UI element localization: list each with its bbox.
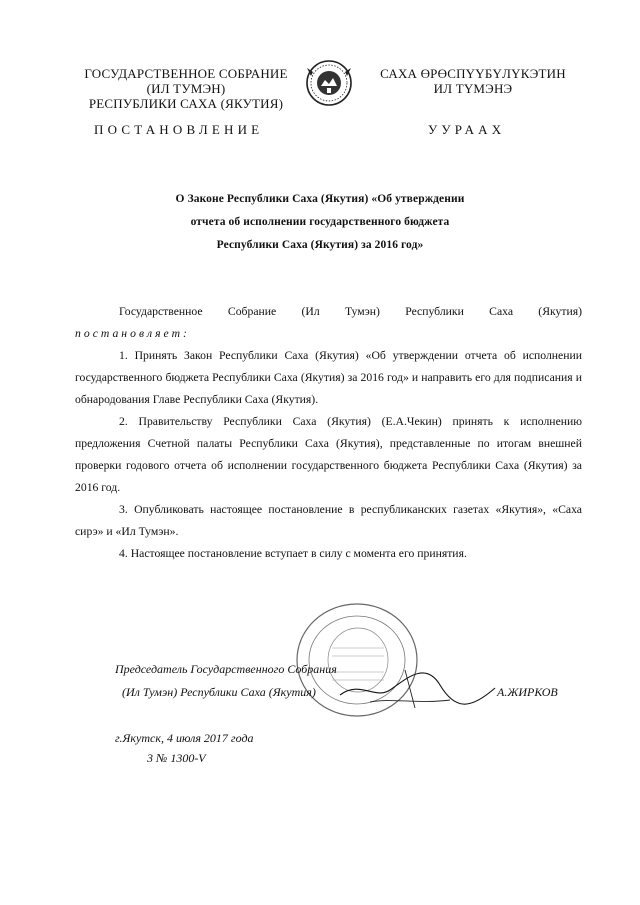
header-right-line1: САХА ӨРӨСПҮҮБҮЛҮКЭТИН — [380, 66, 566, 81]
intro-paragraph — [75, 301, 582, 323]
doc-type-right: УУРААХ — [428, 122, 506, 137]
item-3: 3. Опубликовать настоящее постановление в республиканских газетах «Якутия», «Саха сирэ» и «Ил Тумэн». — [75, 503, 582, 538]
item-4: 4. Настоящее постановление вступает в силу с момента его принятия. — [119, 547, 467, 560]
signatory-title-line2: (Ил Тумэн) Республики Саха (Якутия) — [122, 685, 316, 699]
title-line2: отчета об исполнении государственного бюджета — [190, 216, 450, 228]
header-right-line2: ИЛ ТҮМЭНЭ — [433, 81, 513, 96]
decree-word: постановляет: — [75, 327, 190, 340]
item-2: 2. Правительству Республики Саха (Якутия) (Е.А.Чекин) принять к исполнению предложения Счетной палаты Республики Саха (Якутия), представленные по итогам внешней проверки годового отчета об исполнении государственного бюджета Республики Саха (Якутия) за 2016 год. — [75, 415, 582, 494]
title-line1: О Законе Республики Саха (Якутия) «Об утверждении — [175, 193, 465, 205]
header-left-line2: (ИЛ ТУМЭН) — [146, 81, 226, 96]
decree-paragraph — [75, 323, 582, 345]
header-left — [70, 66, 302, 111]
intro-text: Государственное Собрание (Ил Тумэн) Республики Саха (Якутия) — [119, 305, 582, 318]
header-left-line3: РЕСПУБЛИКИ САХА (ЯКУТИЯ) — [88, 96, 284, 111]
header-right — [362, 66, 584, 96]
item-1: 1. Принять Закон Республики Саха (Якутия) «Об утверждении отчета об исполнении государственного бюджета Республики Саха (Якутия) за 2016 год» и направить его для подписания и обнародования Главе Республики Саха (Якутия). — [75, 349, 582, 406]
signatory-title-line1: Председатель Государственного Собрания — [115, 662, 337, 676]
title-line3: Республики Саха (Якутия) за 2016 год» — [216, 239, 424, 251]
signatory-name: А.ЖИРКОВ — [497, 685, 558, 699]
document-body — [75, 301, 582, 565]
place-and-date: г.Якутск, 4 июля 2017 года — [115, 731, 254, 745]
handwritten-signature — [330, 640, 510, 720]
header-left-line1: ГОСУДАРСТВЕННОЕ СОБРАНИЕ — [84, 66, 288, 81]
coat-of-arms-icon — [303, 58, 355, 108]
doc-type-left: ПОСТАНОВЛЕНИЕ — [94, 122, 264, 137]
document-number: 3 № 1300-V — [147, 751, 206, 765]
